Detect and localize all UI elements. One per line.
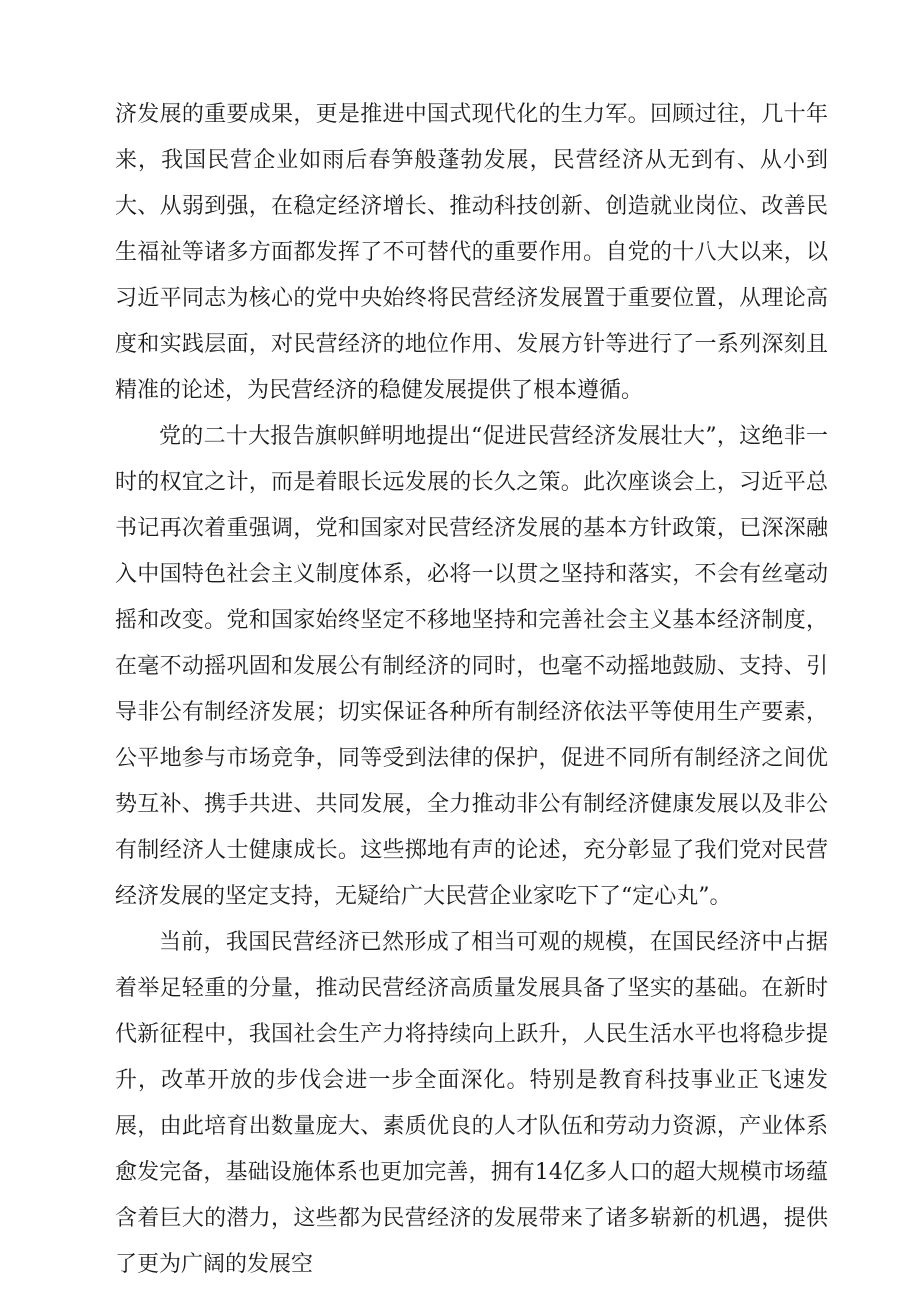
paragraph-2: 党的二十大报告旗帜鲜明地提出“促进民营经济发展壮大”，这绝非一时的权宜之计，而是着眼长远发展的长久之策。此次座谈会上，习近平总书记再次着重强调，党和国家对民营经济发展的基本方针政策，已深深融入中国特色社会主义制度体系，必将一以贯之坚持和落实，不会有丝毫动摇和改变。党和国家始终坚定不移地坚持和完善社会主义基本经济制度，在毫不动摇巩固和发展公有制经济的同时，也毫不动摇地鼓励、支持、引导非公有制经济发展；切实保证各种所有制经济依法平等使用生产要素，公平地参与市场竞争，同等受到法律的保护，促进不同所有制经济之间优势互补、携手共进、共同发展，全力推动非公有制经济健康发展以及非公有制经济人士健康成长。这些掷地有声的论述，充分彰显了我们党对民营经济发展的坚定支持，无疑给广大民营企业家吃下了“定心丸”。 — [115, 424, 828, 909]
document-page — [115, 92, 828, 1288]
paragraph-1: 济发展的重要成果，更是推进中国式现代化的生力军。回顾过往，几十年来，我国民营企业如雨后春笋般蓬勃发展，民营经济从无到有、从小到大、从弱到强，在稳定经济增长、推动科技创新、创造就业岗位、改善民生福祉等诸多方面都发挥了不可替代的重要作用。自党的十八大以来，以习近平同志为核心的党中央始终将民营经济发展置于重要位置，从理论高度和实践层面，对民营经济的地位作用、发展方针等进行了一系列深刻且精准的论述，为民营经济的稳健发展提供了根本遵循。 — [115, 102, 828, 403]
paragraph-3: 当前，我国民营经济已然形成了相当可观的规模，在国民经济中占据着举足轻重的分量，推动民营经济高质量发展具备了坚实的基础。在新时代新征程中，我国社会生产力将持续向上跃升，人民生活水平也将稳步提升，改革开放的步伐会进一步全面深化。特别是教育科技事业正飞速发展，由此培育出数量庞大、素质优良的人才队伍和劳动力资源，产业体系愈发完备，基础设施体系也更加完善，拥有14亿多人口的超大规模市场蕴含着巨大的潜力，这些都为民营经济的发展带来了诸多崭新的机遇，提供了更为广阔的发展空 — [115, 930, 828, 1277]
